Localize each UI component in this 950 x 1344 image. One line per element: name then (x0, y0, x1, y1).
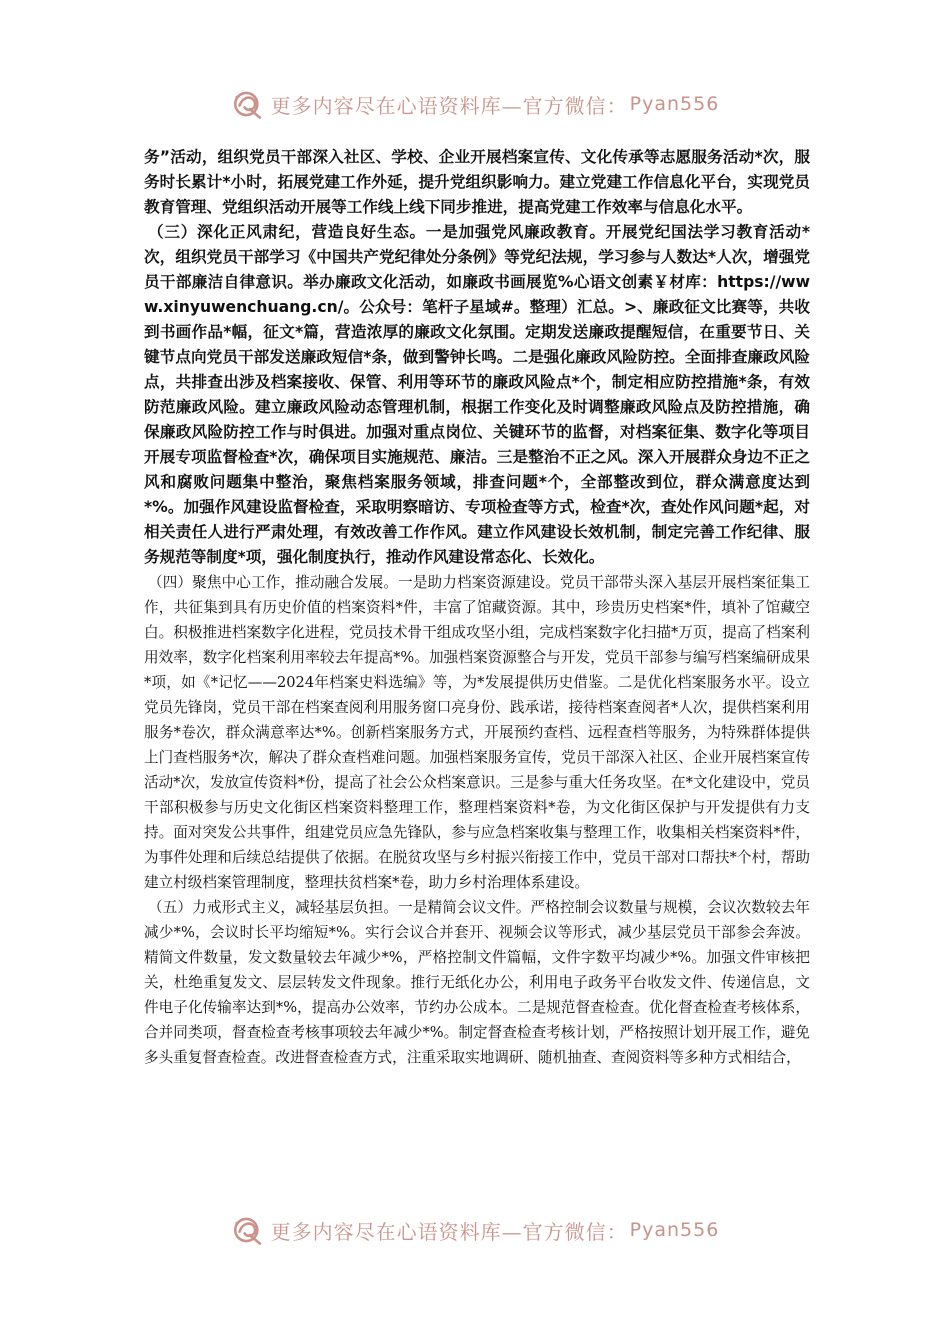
paragraph-section-five: （五）力戒形式主义，减轻基层负担。一是精简会议文件。严格控制会议数量与规模，会议次数较去年减少*%，会议时长平均缩短*%。实行会议合并套开、视频会议等形式，减少基层党员干部参会奔波。精简文件数量，发文数量较去年减少*%，严格控制文件篇幅，文件字数平均减少*%。加强文件审核把关，杜绝重复发文、层层转发文件现象。推行无纸化办公，利用电子政务平台收发文件、传递信息，文件电子化传输率达到*%，提高办公效率，节约办公成本。二是规范督查检查。优化督查检查考核体系，合并同类项，督查检查考核事项较去年减少*%。制定督查检查考核计划，严格按照计划开展工作，避免多头重复督查检查。改进督查检查方式，注重采取实地调研、随机抽查、查阅资料等多种方式相结合， (144, 899, 810, 1066)
footer-watermark (0, 1210, 950, 1250)
watermark-text: 更多内容尽在心语资料库—官方微信： (270, 1219, 628, 1244)
paragraph-section-three: （三）深化正风肃纪，营造良好生态。一是加强党风廉政教育。开展党纪国法学习教育活动*次，组织党员干部学习《中国共产党纪律处分条例》等党纪法规，学习参与人数达*人次，增强党员干部廉洁自律意识。举办廉政文化活动，如廉政书画展览%心语文创素￥材库：https://www.xinyuwenchuang.cn/。公众号：笔杆子星域#。整理）汇总。>、廉政征文比赛等，共收到书画作品*幅，征文*篇，营造浓厚的廉政文化氛围。定期发送廉政提醒短信，在重要节日、关键节点向党员干部发送廉政短信*条，做到警钟长鸣。二是强化廉政风险防控。全面排查廉政风险点，共排查出涉及档案接收、保管、利用等环节的廉政风险点*个，制定相应防控措施*条，有效防范廉政风险。建立廉政风险动态管理机制，根据工作变化及时调整廉政风险点及防控措施，确保廉政风险防控工作与时俱进。加强对重点岗位、关键环节的监督，对档案征集、数字化等项目开展专项监督检查*次，确保项目实施规范、廉洁。三是整治不正之风。深入开展群众身边不正之风和腐败问题集中整治，聚焦档案服务领域，排查问题*个，全部整改到位，群众满意度达到*%。加强作风建设监督检查，采取明察暗访、专项检查等方式，检查*次，查处作风问题*起，对相关责任人进行严肃处理，有效改善工作作风。建立作风建设长效机制，制定完善工作纪律、服务规范等制度*项，强化制度执行，推动作风建设常态化、长效化。 (144, 223, 810, 566)
watermark-handle: Pyan556 (629, 93, 720, 115)
watermark-handle: Pyan556 (629, 1219, 720, 1241)
watermark-text: 更多内容尽在心语资料库—官方微信： (270, 93, 628, 118)
paragraph-section-four: （四）聚焦中心工作，推动融合发展。一是助力档案资源建设。党员干部带头深入基层开展档案征集工作，共征集到具有历史价值的档案资料*件，丰富了馆藏资源。其中，珍贵历史档案*件，填补了馆藏空白。积极推进档案数字化进程，党员技术骨干组成攻坚小组，完成档案数字化扫描*万页，提高了档案利用效率，数字化档案利用率较去年提高*%。加强档案资源整合与开发，党员干部参与编写档案编研成果*项，如《*记忆——2024年档案史料选编》等，为*发展提供历史借鉴。二是优化档案服务水平。设立党员先锋岗，党员干部在档案查阅利用服务窗口亮身份、践承诺，接待档案查阅者*人次，提供档案利用服务*卷次，群众满意率达*%。创新档案服务方式，开展预约查档、远程查档等服务，为特殊群体提供上门查档服务*次，解决了群众查档难问题。加强档案服务宣传，党员干部深入社区、企业开展档案宣传活动*次，发放宣传资料*份，提高了社会公众档案意识。三是参与重大任务攻坚。在*文化建设中，党员干部积极参与历史文化街区档案资料整理工作，整理档案资料*卷，为文化街区保护与开发提供有力支持。面对突发公共事件，组建党员应急先锋队，参与应急档案收集与整理工作，收集相关档案资料*件，为事件处理和后续总结提供了依据。在脱贫攻坚与乡村振兴衔接工作中，党员干部对口帮扶*个村，帮助建立村级档案管理制度，整理扶贫档案*卷，助力乡村治理体系建设。 (144, 574, 810, 891)
swirl-logo-icon (231, 87, 265, 121)
swirl-logo-icon (231, 1213, 265, 1247)
header-watermark (0, 84, 950, 124)
document-body (144, 145, 810, 1070)
paragraph-party-building-continuation: 务”活动，组织党员干部深入社区、学校、企业开展档案宣传、文化传承等志愿服务活动*次，服务时长累计*小时，拓展党建工作外延，提升党组织影响力。建立党建工作信息化平台，实现党员教育管理、党组织活动开展等工作线上线下同步推进，提高党建工作效率与信息化水平。 (144, 148, 810, 216)
